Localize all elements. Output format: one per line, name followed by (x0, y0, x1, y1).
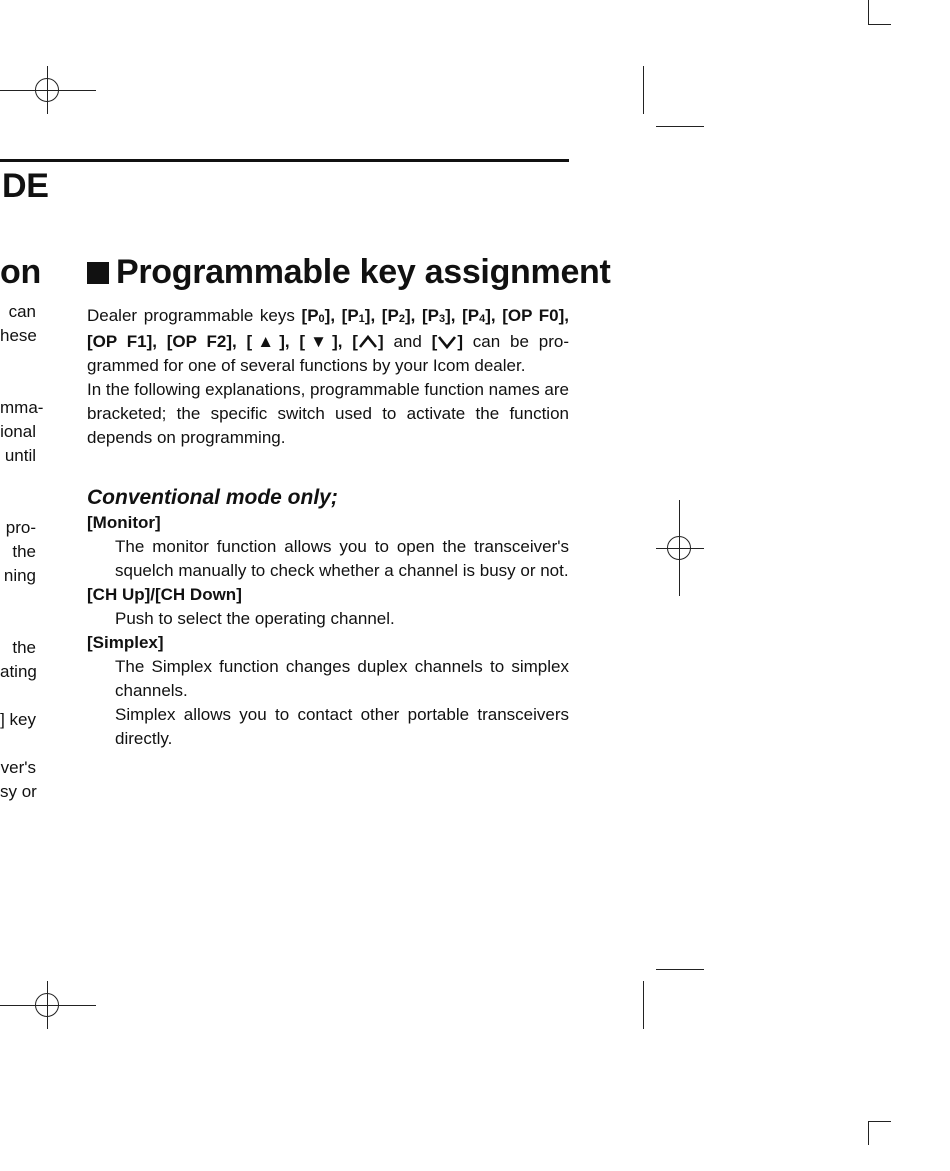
intro-prefix: Dealer programmable keys (87, 306, 302, 325)
left-line (0, 468, 36, 492)
keys-line-2-rest: can be pro- (462, 332, 569, 351)
desc-ch-up-down: Push to select the operating channel. (115, 609, 395, 628)
intro-paragraph (87, 304, 569, 450)
left-line (0, 732, 36, 756)
left-line: the (12, 638, 36, 657)
left-line: ] key (0, 710, 36, 729)
left-line: the (12, 542, 36, 561)
left-line (0, 684, 36, 708)
left-line (0, 348, 36, 372)
left-line: ver's (0, 758, 36, 777)
term-monitor: [Monitor] (87, 513, 161, 532)
left-line (0, 372, 36, 396)
square-bullet-icon (87, 262, 109, 284)
left-line: mma- (0, 398, 44, 417)
function-list (87, 511, 569, 751)
section-heading-text: Programmable key assignment (116, 253, 611, 291)
left-line: ating (0, 662, 37, 681)
left-line: ional (0, 422, 36, 441)
section-heading (87, 252, 611, 292)
desc-simplex-1: The Simplex function changes duplex channels to simplex channels. (115, 657, 569, 700)
left-line (0, 612, 36, 636)
keys-line-1: $[P_0]$, $[P_1]$, $[P_2]$, $[P_3]$, $[P_4]$, [OP F0], (301, 306, 569, 325)
intro-line-3: grammed for one of several functions by your Icom dealer. (87, 356, 526, 375)
left-line: sy or (0, 782, 37, 801)
down-key-icon: [ ] (431, 332, 463, 351)
left-line: pro- (5, 518, 36, 537)
left-heading-fragment: on (0, 253, 41, 291)
intro-paragraph-2: In the following explanations, programmable function names are bracketed; the specific switch used to activate the function depends on programming. (87, 380, 569, 447)
page-title-fragment: DE (2, 167, 49, 205)
subsection-title: Conventional mode only; (87, 486, 338, 509)
header-rule (0, 159, 569, 162)
left-line: hese (0, 326, 37, 345)
left-line: until (4, 446, 36, 465)
left-line: can (8, 302, 36, 321)
desc-monitor: The monitor function allows you to open the transceiver's squelch manually to check whether a channel is busy or not. (115, 537, 569, 580)
left-line (0, 588, 36, 612)
left-line (0, 492, 36, 516)
left-column-text (0, 300, 44, 804)
term-ch-up-down: [CH Up]/[CH Down] (87, 585, 242, 604)
left-line: ning (3, 566, 36, 585)
term-simplex: [Simplex] (87, 633, 164, 652)
keys-line-2: [OP F1], [OP F2], [▲], [▼], [ (87, 332, 358, 351)
up-key-icon: ] (358, 332, 384, 351)
desc-simplex-2: Simplex allows you to contact other portable transceivers directly. (115, 705, 569, 748)
and-text: and (383, 332, 432, 351)
